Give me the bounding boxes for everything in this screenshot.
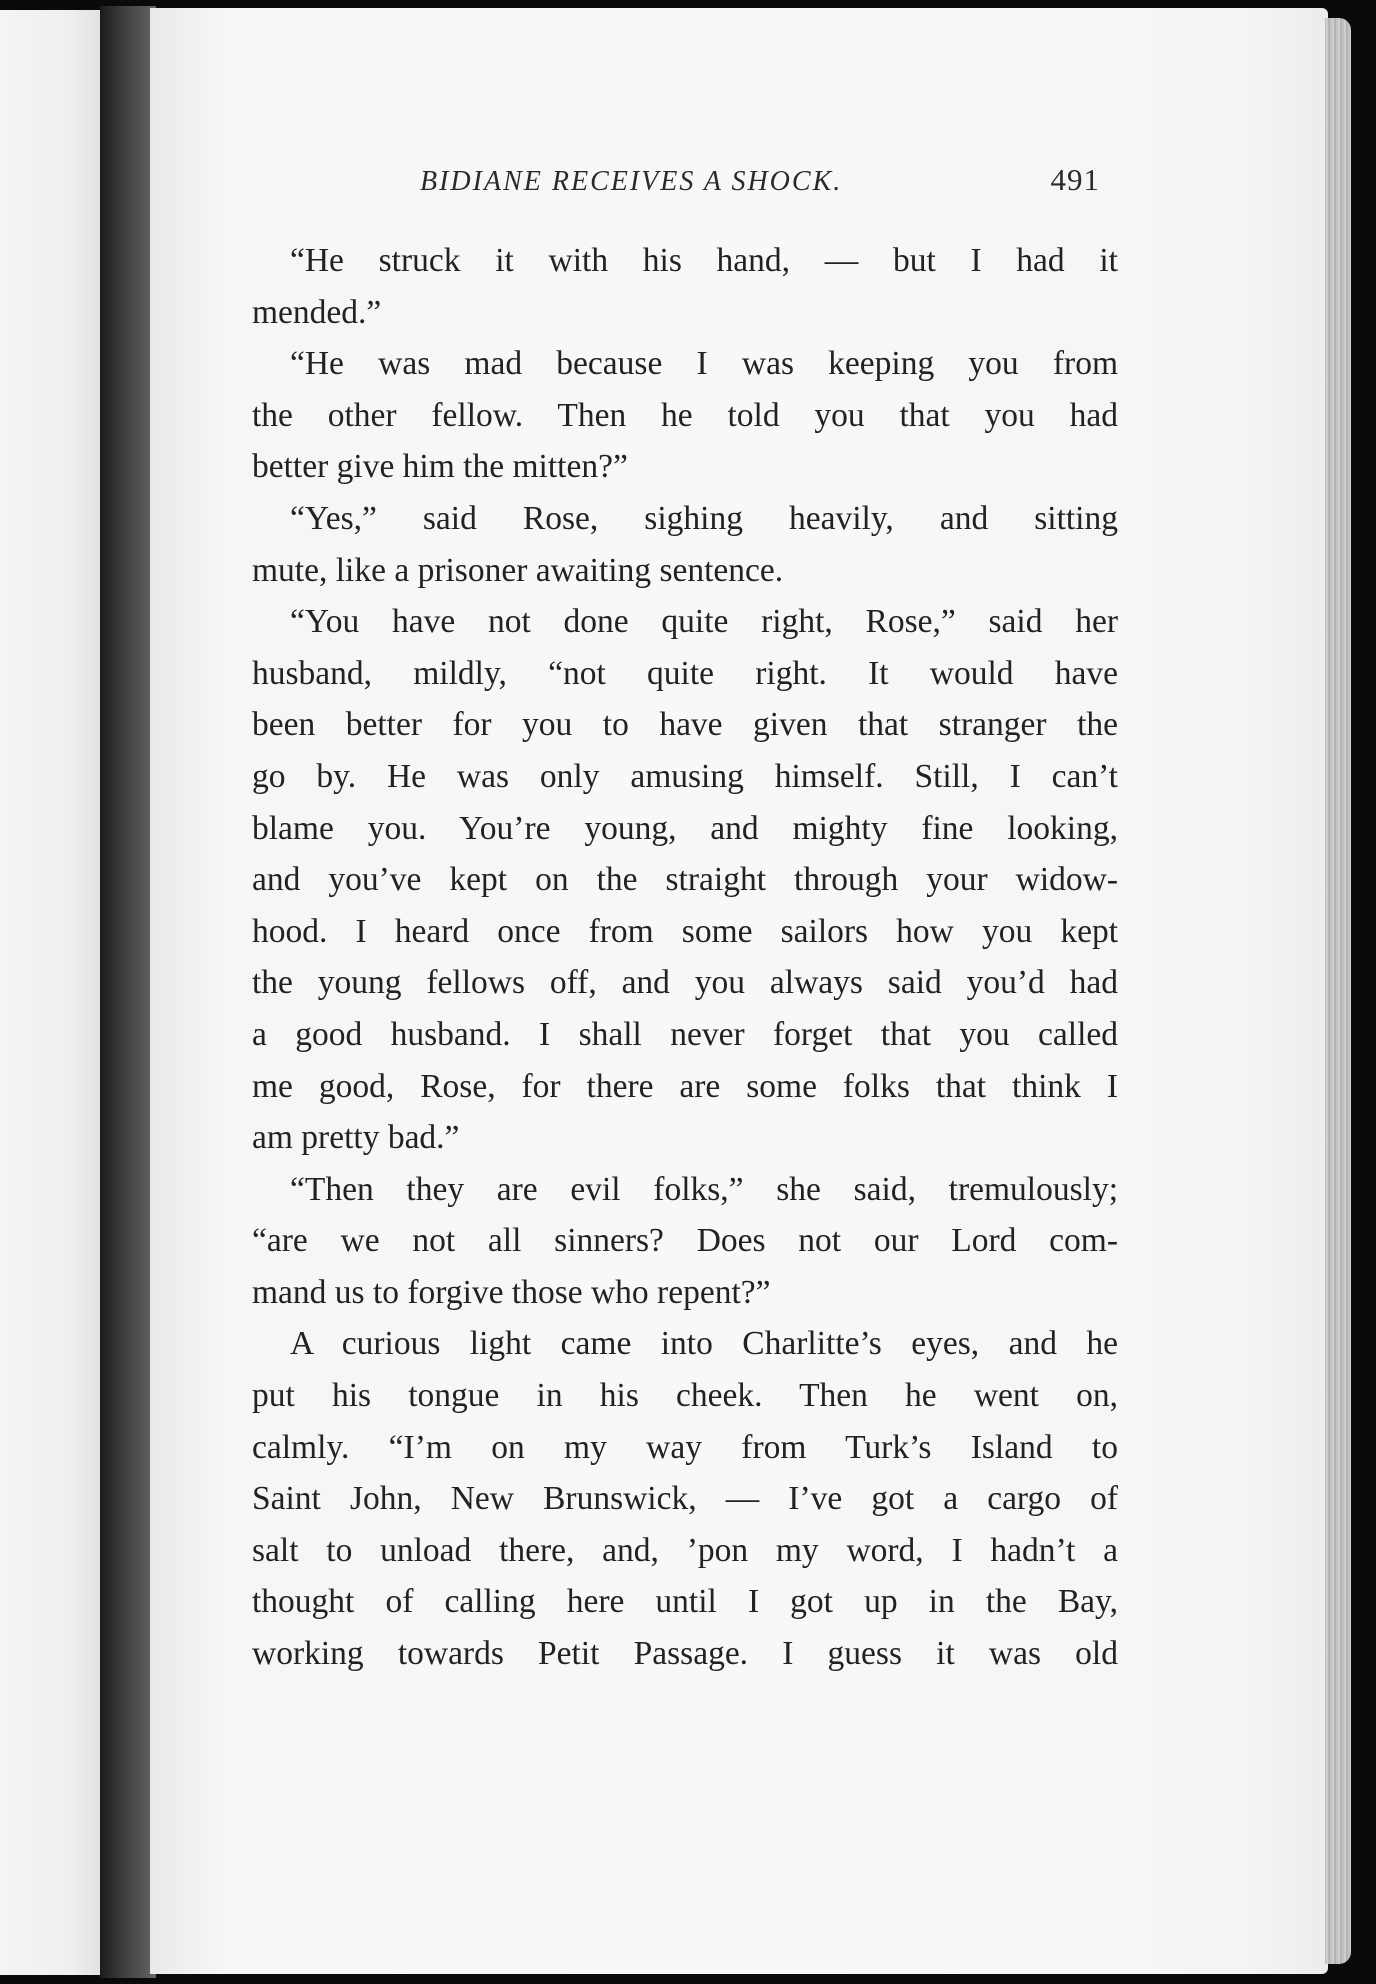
text-line: a good husband. I shall never forget that you called xyxy=(252,1015,1118,1053)
text-line: calmly. “I’m on my way from Turk’s Island to xyxy=(252,1428,1118,1466)
text-line: “He was mad because I was keeping you from xyxy=(290,345,1118,383)
text-line: go by. He was only amusing himself. Still, I can’t xyxy=(252,757,1118,795)
text-line: “You have not done quite right, Rose,” said her xyxy=(290,603,1118,641)
text-line: the young fellows off, and you always said you’d had xyxy=(252,964,1118,1002)
text-line: been better for you to have given that stranger the xyxy=(252,706,1118,744)
text-line: thought of calling here until I got up in the Bay, xyxy=(252,1583,1118,1621)
text-line: working towards Petit Passage. I guess it was old xyxy=(252,1635,1118,1673)
page-header xyxy=(420,162,1100,210)
text-line: blame you. You’re young, and mighty fine looking, xyxy=(252,809,1118,847)
text-line: the other fellow. Then he told you that you had xyxy=(252,396,1118,434)
page-stack-edge xyxy=(1325,18,1351,1964)
text-line: me good, Rose, for there are some folks that think I xyxy=(252,1067,1118,1105)
left-page-edge xyxy=(0,10,100,1975)
text-line: “He struck it with his hand, — but I had it xyxy=(290,242,1118,279)
text-line: and you’ve kept on the straight through your widow- xyxy=(252,861,1118,899)
text-line: Saint John, New Brunswick, — I’ve got a cargo of xyxy=(252,1480,1118,1518)
text-line: “are we not all sinners? Does not our Lord com- xyxy=(252,1222,1118,1260)
text-line: “Then they are evil folks,” she said, tremulously; xyxy=(290,1170,1118,1208)
running-head: BIDIANE RECEIVES A SHOCK. xyxy=(420,166,843,197)
text-line: husband, mildly, “not quite right. It would have xyxy=(252,654,1118,692)
text-line: put his tongue in his cheek. Then he went on, xyxy=(252,1377,1118,1415)
text-line: am pretty bad.” xyxy=(252,1119,460,1157)
text-line: better give him the mitten?” xyxy=(252,448,628,486)
text-line: mand us to forgive those who repent?” xyxy=(252,1273,771,1311)
text-line: mute, like a prisoner awaiting sentence. xyxy=(252,551,784,589)
body-text xyxy=(252,235,1118,1680)
text-line: hood. I heard once from some sailors how you kept xyxy=(252,912,1118,950)
text-line: “Yes,” said Rose, sighing heavily, and sitting xyxy=(290,499,1118,537)
book-gutter xyxy=(100,6,156,1978)
text-line: salt to unload there, and, ’pon my word, I hadn’t a xyxy=(252,1531,1118,1569)
page-number: 491 xyxy=(1050,162,1100,197)
text-line: mended.” xyxy=(252,293,382,331)
text-line: A curious light came into Charlitte’s eyes, and he xyxy=(290,1325,1118,1363)
